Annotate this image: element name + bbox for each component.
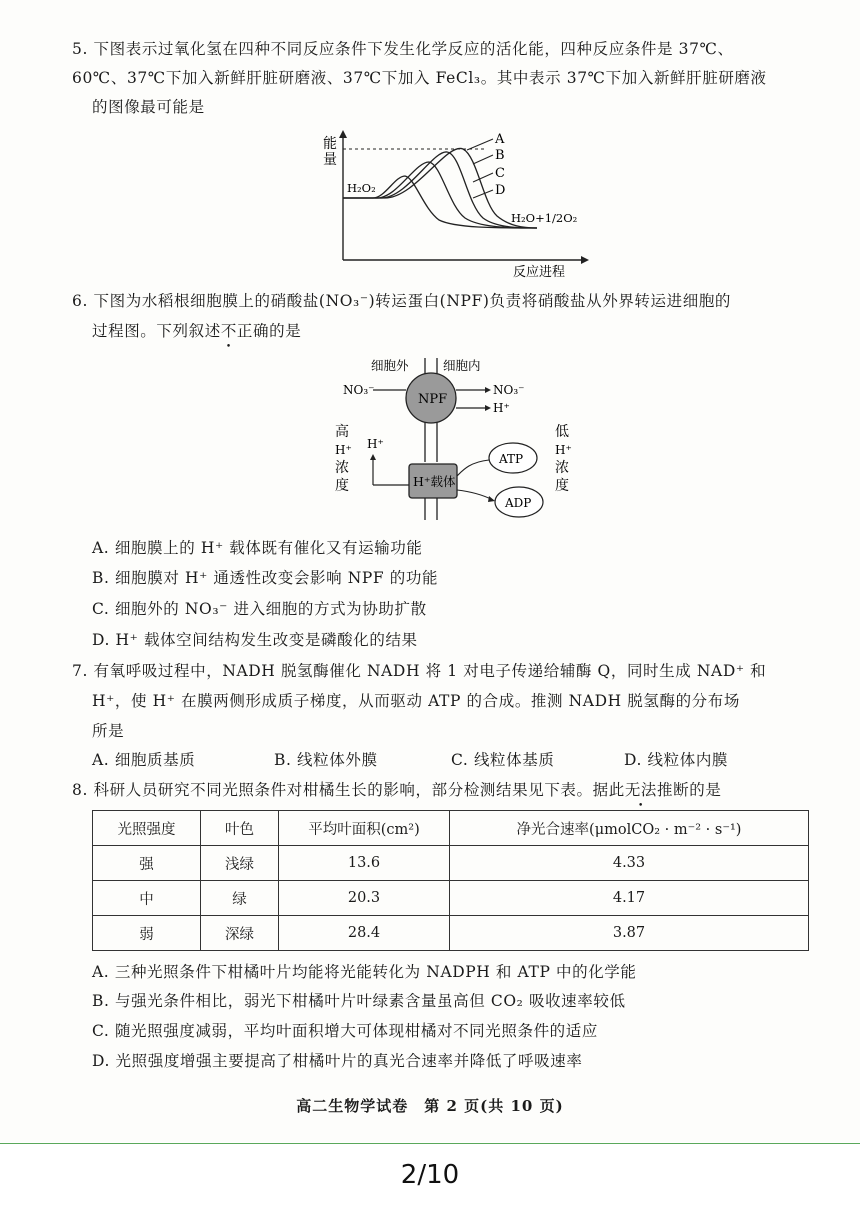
h-inside: H⁺ (493, 401, 510, 415)
no3-outside: NO₃⁻ (343, 383, 375, 397)
viewer-divider (0, 1143, 860, 1144)
cell-light: 强 (93, 846, 201, 881)
y-label-2: 量 (323, 152, 337, 168)
npf-label: NPF (418, 392, 448, 407)
q6-option-b: B. 细胞膜对 H⁺ 通透性改变会影响 NPF 的功能 (92, 569, 439, 587)
high-label-2: H⁺ (335, 443, 352, 457)
q6-line-2: 过程图。下列叙述不正确的是 (92, 322, 302, 340)
page-footer: 高二生物学试卷 第 2 页(共 10 页) (296, 1097, 564, 1115)
arrowhead-h-up (370, 454, 376, 460)
high-label-3: 浓 (335, 460, 349, 476)
product-label: H₂O+1/2O₂ (511, 211, 578, 225)
cell-light: 弱 (93, 916, 201, 951)
cell-light: 中 (93, 881, 201, 916)
q8-option-a: A. 三种光照条件下柑橘叶片均能将光能转化为 NADPH 和 ATP 中的化学能 (92, 963, 637, 981)
atp-label: ATP (499, 452, 524, 466)
low-label-4: 度 (555, 478, 569, 494)
low-label-2: H⁺ (555, 443, 572, 457)
activation-energy-figure (315, 128, 595, 278)
q5-line-3: 的图像最可能是 (92, 98, 205, 116)
cell-leaf-area: 28.4 (279, 916, 450, 951)
arrowhead-h (485, 405, 491, 411)
atp-arrow (457, 460, 489, 476)
low-label-1: 低 (555, 424, 569, 440)
reactant-label: H₂O₂ (347, 181, 376, 195)
table-row (93, 916, 809, 951)
q7-line-1: 7. 有氧呼吸过程中，NADH 脱氢酶催化 NADH 将 1 对电子传递给辅酶 Q，同时生成 NAD⁺ 和 (72, 662, 767, 680)
nitrate-transport-figure (325, 350, 585, 530)
header-leaf-area: 平均叶面积(cm²) (279, 811, 450, 846)
cell-net-rate: 4.33 (450, 846, 809, 881)
x-axis-arrow (581, 256, 589, 264)
q6-option-a: A. 细胞膜上的 H⁺ 载体既有催化又有运输功能 (92, 539, 423, 557)
table-header-row (93, 811, 809, 846)
curve-label-b: B (495, 148, 505, 163)
adp-arrowhead (488, 496, 495, 502)
cell-leaf-area: 13.6 (279, 846, 450, 881)
q7-option-a: A. 细胞质基质 (92, 751, 196, 769)
adp-label: ADP (505, 496, 532, 510)
cell-net-rate: 3.87 (450, 916, 809, 951)
table-row (93, 881, 809, 916)
leader-b (473, 155, 493, 164)
q7-option-d: D. 线粒体内膜 (624, 751, 729, 769)
q6-line-1: 6. 下图为水稻根细胞膜上的硝酸盐(NO₃⁻)转运蛋白(NPF)负责将硝酸盐从外界转运进细胞的 (72, 292, 732, 310)
header-net-photosynthesis: 净光合速率(μmolCO₂ · m⁻² · s⁻¹) (450, 811, 809, 846)
outside-label: 细胞外 (371, 358, 409, 373)
light-condition-table (92, 810, 809, 951)
leader-a (467, 139, 493, 150)
q6-option-c: C. 细胞外的 NO₃⁻ 进入细胞的方式为协助扩散 (92, 600, 427, 618)
adp-arrow (457, 490, 493, 500)
curve-label-d: D (495, 183, 506, 198)
high-label-1: 高 (335, 424, 349, 440)
leader-d (473, 190, 493, 198)
table-row (93, 846, 809, 881)
cell-leaf-color: 绿 (201, 881, 279, 916)
cell-leaf-area: 20.3 (279, 881, 450, 916)
q5-line-1: 5. 下图表示过氧化氢在四种不同反应条件下发生化学反应的活化能，四种反应条件是 37℃、 (72, 40, 734, 58)
q8-option-d: D. 光照强度增强主要提高了柑橘叶片的真光合速率并降低了呼吸速率 (92, 1052, 583, 1070)
page-indicator: 2/10 (400, 1160, 460, 1190)
q8-option-c: C. 随光照强度减弱，平均叶面积增大可体现柑橘对不同光照条件的适应 (92, 1022, 598, 1040)
curve-label-a: A (495, 132, 505, 147)
h-left-label: H⁺ (367, 437, 384, 451)
q7-line-3: 所是 (92, 722, 125, 740)
low-label-3: 浓 (555, 460, 569, 476)
h-carrier-label: H⁺载体 (413, 474, 456, 489)
high-label-4: 度 (335, 478, 349, 494)
leader-c (473, 173, 493, 182)
x-label: 反应进程 (513, 265, 566, 278)
cell-leaf-color: 浅绿 (201, 846, 279, 881)
q8-option-b: B. 与强光条件相比，弱光下柑橘叶片叶绿素含量虽高但 CO₂ 吸收速率较低 (92, 992, 626, 1010)
header-leaf-color: 叶色 (201, 811, 279, 846)
q7-option-c: C. 线粒体基质 (451, 751, 555, 769)
q7-option-b: B. 线粒体外膜 (274, 751, 378, 769)
header-light: 光照强度 (93, 811, 201, 846)
y-axis-arrow (339, 130, 347, 138)
cell-net-rate: 4.17 (450, 881, 809, 916)
inside-label: 细胞内 (443, 358, 481, 373)
cell-leaf-color: 深绿 (201, 916, 279, 951)
arrowhead-no3 (485, 387, 491, 393)
q8-line-1: 8. 科研人员研究不同光照条件对柑橘生长的影响，部分检测结果见下表。据此无法推断的是 (72, 781, 722, 799)
y-label-1: 能 (323, 136, 337, 152)
curve-c (343, 162, 537, 228)
no3-inside: NO₃⁻ (493, 383, 525, 397)
emphasis-cannot: 无法 (624, 781, 658, 799)
q6-option-d: D. H⁺ 载体空间结构发生改变是磷酸化的结果 (92, 631, 418, 649)
q5-line-2: 60℃、37℃下加入新鲜肝脏研磨液、37℃下加入 FeCl₃。其中表示 37℃下加入新鲜肝脏研磨液 (72, 69, 767, 87)
curve-label-c: C (495, 166, 505, 181)
q7-line-2: H⁺，使 H⁺ 在膜两侧形成质子梯度，从而驱动 ATP 的合成。推测 NADH 脱氢酶的分布场 (92, 692, 740, 710)
emphasis-not: 不 (220, 322, 237, 340)
